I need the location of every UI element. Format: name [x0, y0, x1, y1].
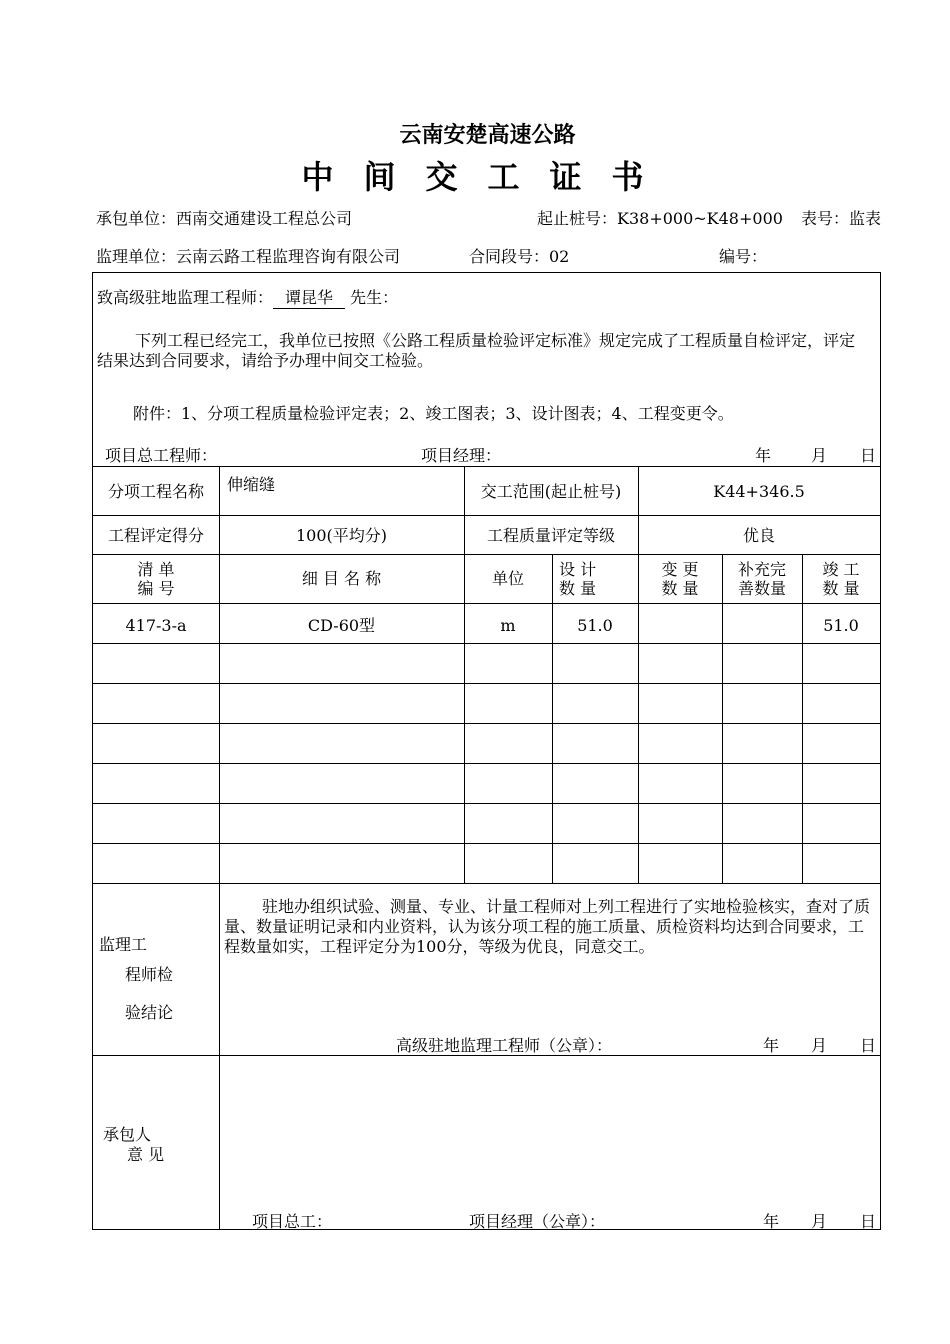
project-manager-label: 项目经理：: [421, 446, 502, 465]
col-line: [722, 554, 723, 883]
header-supp-line2: 善数量: [737, 579, 786, 598]
certificate-form: [92, 272, 881, 1230]
rule: [93, 883, 880, 884]
header-completed-qty: [802, 560, 880, 598]
header-supplement-qty: [722, 560, 802, 598]
rule: [93, 603, 880, 604]
salutation-prefix: 致高级驻地监理工程师：: [97, 288, 274, 307]
header-unit: 单位: [491, 569, 524, 588]
item-name-value: 伸缩缝: [227, 475, 276, 494]
rule: [93, 643, 880, 644]
header-item-name: 细 目 名 称: [301, 569, 382, 588]
contractor-unit: 承包单位：西南交通建设工程总公司: [96, 209, 353, 228]
header-done-line1: 竣 工: [822, 560, 860, 579]
grade-value: 优良: [742, 526, 775, 545]
supervision-year: 年: [763, 1036, 780, 1055]
certificate-title: 中间交工证书: [301, 158, 674, 196]
item-name-label: 分项工程名称: [107, 482, 204, 501]
header-change-line1: 变 更: [661, 560, 699, 579]
supervision-label-line3: 验结论: [125, 1003, 174, 1022]
letter-body: 下列工程已经完工，我单位已按照《公路工程质量检验评定标准》规定完成了工程质量自检评定，评定结果达到合同要求，请给予办理中间交工检验。: [97, 331, 856, 370]
supervisor-unit: 监理单位：云南云路工程监理咨询有限公司: [96, 247, 401, 266]
range-value: K44+346.5: [713, 482, 805, 501]
rule: [93, 723, 880, 724]
supervision-day: 日: [860, 1036, 877, 1055]
contractor-month: 月: [811, 1212, 828, 1231]
supervision-conclusion-text: 驻地办组织试验、测量、专业、计量工程师对上列工程进行了实地检验核实，查对了质量、数量证明记录和内业资料，认为该分项工程的施工质量、质检资料均达到合同要求，工程数量如实，工程评定分为100分，等级为优良，同意交工。: [224, 897, 871, 956]
rule: [93, 554, 880, 555]
col-line: [552, 554, 553, 883]
engineer-name: 谭昆华: [273, 285, 345, 309]
header-code-line1: 清 单: [137, 560, 175, 579]
contract-section: 合同段号：02: [469, 247, 570, 266]
grade-label: 工程质量评定等级: [486, 526, 615, 545]
salutation-suffix: 先生：: [350, 288, 399, 307]
rule: [93, 763, 880, 764]
header-change-line2: 数 量: [661, 579, 699, 598]
row-code: 417-3-a: [125, 616, 187, 635]
contractor-day: 日: [860, 1212, 877, 1231]
rule: [93, 803, 880, 804]
col-line: [802, 554, 803, 883]
header-code-line2: 编 号: [137, 579, 175, 598]
rule: [93, 515, 880, 516]
date-month: 月: [811, 446, 828, 465]
header-design-line2: 数 量: [559, 579, 597, 598]
date-day: 日: [860, 446, 877, 465]
header-code: [93, 560, 219, 598]
form-number: 表号：监表: [801, 209, 882, 228]
station-range: 起止桩号：K38+000~K48+000: [537, 209, 783, 228]
rule: [93, 466, 880, 467]
range-label: 交工范围(起止桩号): [480, 482, 622, 501]
rule: [93, 683, 880, 684]
score-label: 工程评定得分: [107, 526, 204, 545]
contractor-label-line2: 意 见: [127, 1145, 165, 1164]
rule: [93, 843, 880, 844]
document-title: 云南安楚高速公路: [399, 122, 576, 148]
row-design-qty: 51.0: [577, 616, 613, 635]
header-supp-line1: 补充完: [737, 560, 786, 579]
letter-salutation: [97, 285, 398, 309]
contractor-opinion-label: [103, 1125, 164, 1165]
contractor-label-line1: 承包人: [103, 1125, 152, 1144]
contractor-year: 年: [763, 1212, 780, 1231]
header-change-qty: [645, 560, 715, 598]
header-design-line1: 设 计: [559, 560, 597, 579]
supervision-month: 月: [811, 1036, 828, 1055]
attachments-text: 附件：1、分项工程质量检验评定表；2、竣工图表；3、设计图表；4、工程变更令。: [133, 404, 734, 423]
score-value: 100(平均分): [295, 526, 388, 545]
row-item-name: CD-60型: [307, 616, 376, 635]
row-completed-qty: 51.0: [823, 616, 859, 635]
header-done-line2: 数 量: [822, 579, 860, 598]
supervision-label-line2: 程师检: [125, 965, 174, 984]
header-design-qty: [559, 560, 631, 598]
row-unit: m: [500, 616, 516, 635]
contractor-manager: 项目经理（公章）：: [469, 1212, 606, 1231]
contractor-chief: 项目总工：: [252, 1212, 333, 1231]
supervision-label: [99, 930, 173, 1028]
supervision-signer: 高级驻地监理工程师（公章）：: [396, 1036, 613, 1055]
chief-engineer-label: 项目总工程师：: [105, 446, 218, 465]
date-year: 年: [755, 446, 772, 465]
serial-number: 编号：: [719, 247, 768, 266]
supervision-label-line1: 监理工: [99, 935, 148, 954]
